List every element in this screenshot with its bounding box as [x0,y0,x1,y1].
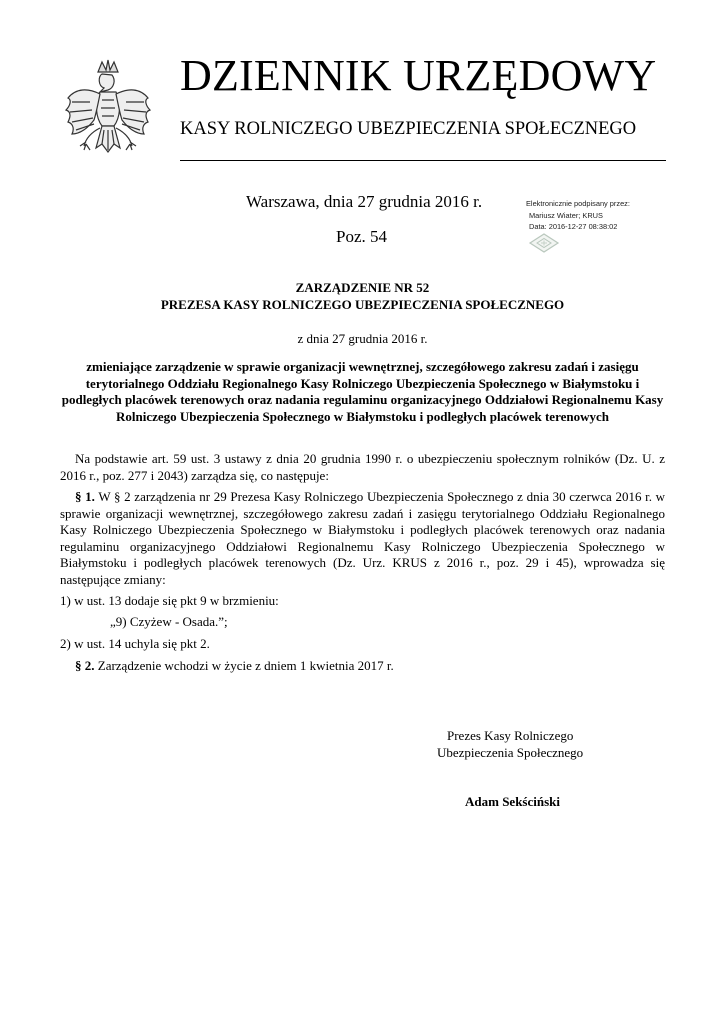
journal-subtitle: KASY ROLNICZEGO UBEZPIECZENIA SPOŁECZNEGO [180,119,637,139]
section-1-mark: § 1. [75,489,95,504]
header-divider [180,160,666,161]
section-2-text: Zarządzenie wchodzi w życie z dniem 1 kwietnia 2017 r. [97,658,394,673]
section-1 [60,489,665,589]
section-1-text: W § 2 zarządzenia nr 29 Prezesa Kasy Rolniczego Ubezpieczenia Społecznego z dnia 30 czerwca 2016 r. w sprawie organizacji wewnętrznej, szczegółowego zakresu zadań i zasięgu terytorialnego Oddziału Regionalnego Kasy Rolniczego Ubezpieczenia Społecznego w Białymstoku i podległych placówek terenowych oraz nadania regulaminu organizacyjnego Oddziałowi Regionalnemu Kasy Rolniczego Ubezpieczenia Społecznego w Białymstoku i podległych placówek terenowych (Dz. Urz. KRUS z 2016 r., poz. 29 i 45), wprowadza się następujące zmiany: [60,489,666,587]
journal-title: DZIENNIK URZĘDOWY [180,51,657,100]
signature-box-line: Elektronicznie podpisany przez: [526,199,630,208]
white-eagle-emblem-icon [62,58,154,170]
signer-role-line-2: Ubezpieczenia Społecznego [437,745,584,760]
electronic-signature-box [526,198,630,233]
signature-seal-icon [528,232,560,254]
section-2-mark: § 2. [75,658,95,673]
order-date: z dnia 27 grudnia 2016 r. [297,331,428,346]
section-2 [75,658,394,674]
order-number: ZARZĄDZENIE NR 52 [295,280,430,295]
amendment-item-1: 1) w ust. 13 dodaje się pkt 9 w brzmieniu: [60,593,279,608]
signer-name: Adam Sekściński [465,794,560,809]
position-number: Poz. 54 [336,227,387,246]
signer-role-line-1: Prezes Kasy Rolniczego [447,728,574,743]
signature-box-date: Data: 2016-12-27 08:38:02 [529,222,618,231]
amendment-quote: „9) Czyżew - Osada.”; [110,614,228,629]
legal-basis-paragraph: Na podstawie art. 59 ust. 3 ustawy z dnia 20 grudnia 1990 r. o ubezpieczeniu społecznym rolników (Dz. U. z 2016 r., poz. 277 i 2043) zarządza się, co następuje: [60,451,665,483]
order-issuer: PREZESA KASY ROLNICZEGO UBEZPIECZENIA SPOŁECZNEGO [160,297,565,312]
order-subject: zmieniające zarządzenie w sprawie organizacji wewnętrznej, szczegółowego zakresu zadań i zasięgu terytorialnego Oddziału Regionalnego Kasy Rolniczego Ubezpieczenia Społecznego w Białymstoku i podległych placówek terenowych oraz nadania regulaminu organizacyjnego Oddziałowi Regionalnemu Kasy Rolniczego Ubezpieczenia Społecznego w Białymstoku i podległych placówek terenowych [61,359,664,424]
amendment-item-2: 2) w ust. 14 uchyla się pkt 2. [60,636,210,651]
signature-box-signer: Mariusz Wiater; KRUS [529,210,603,220]
place-and-date: Warszawa, dnia 27 grudnia 2016 r. [246,192,483,211]
